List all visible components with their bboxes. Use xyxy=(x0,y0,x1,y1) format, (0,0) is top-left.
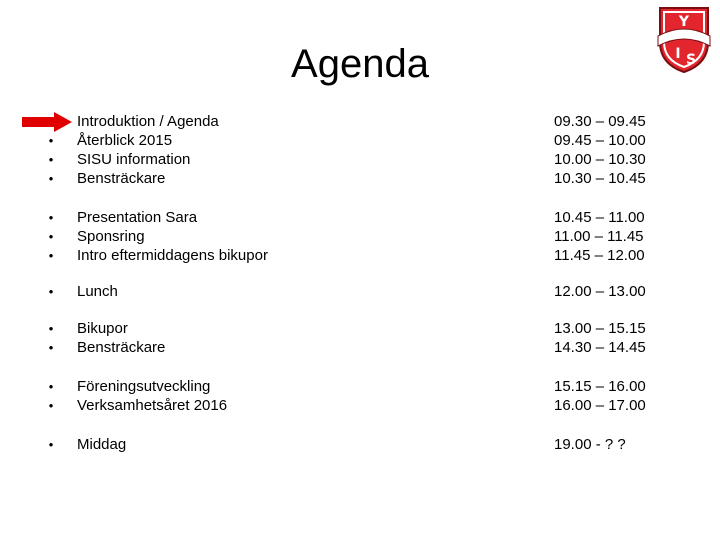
agenda-time: 10.45 – 11.00 xyxy=(554,209,645,226)
agenda-row xyxy=(0,227,720,246)
agenda-row xyxy=(0,396,720,415)
agenda-group-lunch xyxy=(0,282,720,301)
bullet: • xyxy=(48,210,54,225)
agenda-row xyxy=(0,150,720,169)
bullet: • xyxy=(48,437,54,452)
club-crest-logo xyxy=(656,2,712,74)
agenda-group-morning xyxy=(0,112,720,188)
agenda-group-late-afternoon xyxy=(0,377,720,415)
bullet: • xyxy=(48,133,54,148)
agenda-item: Intro eftermiddagens bikupor xyxy=(77,247,268,264)
agenda-time: 09.45 – 10.00 xyxy=(554,132,646,149)
agenda-item: Presentation Sara xyxy=(77,209,198,226)
agenda-time: 19.00 - ? ? xyxy=(554,436,626,453)
agenda-time: 10.30 – 10.45 xyxy=(554,170,646,187)
agenda-item: Återblick 2015 xyxy=(77,132,173,149)
agenda-row xyxy=(0,208,720,227)
agenda-time: 16.00 – 17.00 xyxy=(554,397,646,414)
bullet: • xyxy=(48,379,54,394)
agenda-row xyxy=(0,338,720,357)
logo-letter-y: Y xyxy=(678,14,690,30)
agenda-row xyxy=(0,169,720,188)
bullet: • xyxy=(48,171,54,186)
logo-letter-i: I xyxy=(675,46,681,62)
agenda-item: Lunch xyxy=(77,283,118,300)
agenda-group-midmorning xyxy=(0,208,720,265)
bullet: • xyxy=(48,152,54,167)
agenda-time: 13.00 – 15.15 xyxy=(554,320,646,337)
agenda-item: Föreningsutveckling xyxy=(77,378,211,395)
agenda-item: Bensträckare xyxy=(77,339,166,356)
agenda-item: Verksamhetsåret 2016 xyxy=(77,397,228,414)
agenda-row xyxy=(0,131,720,150)
agenda-time: 11.00 – 11.45 xyxy=(554,228,644,245)
agenda-time: 11.45 – 12.00 xyxy=(554,247,645,264)
agenda-item: Middag xyxy=(77,436,127,453)
agenda-item: Bikupor xyxy=(77,320,128,337)
agenda-item: Sponsring xyxy=(77,228,145,245)
bullet: • xyxy=(48,321,54,336)
bullet: • xyxy=(48,284,54,299)
slide-title: Agenda xyxy=(291,42,429,86)
agenda-item: Bensträckare xyxy=(77,170,166,187)
agenda-time: 15.15 – 16.00 xyxy=(554,378,646,395)
agenda-row xyxy=(0,282,720,301)
agenda-row xyxy=(0,435,720,454)
agenda-item: Introduktion / Agenda xyxy=(77,113,219,130)
bullet: • xyxy=(48,248,54,263)
agenda-item: SISU information xyxy=(77,151,191,168)
agenda-row xyxy=(0,246,720,265)
bullet: • xyxy=(48,398,54,413)
agenda-row xyxy=(0,377,720,396)
agenda-time: 09.30 – 09.45 xyxy=(554,113,646,130)
agenda-row xyxy=(0,112,720,131)
bullet: • xyxy=(48,340,54,355)
agenda-time: 10.00 – 10.30 xyxy=(554,151,646,168)
logo-letter-s: S xyxy=(685,52,697,68)
agenda-group-afternoon xyxy=(0,319,720,357)
agenda-time: 12.00 – 13.00 xyxy=(554,283,646,300)
bullet: • xyxy=(48,229,54,244)
agenda-time: 14.30 – 14.45 xyxy=(554,339,646,356)
agenda-row xyxy=(0,319,720,338)
agenda-group-dinner xyxy=(0,435,720,454)
